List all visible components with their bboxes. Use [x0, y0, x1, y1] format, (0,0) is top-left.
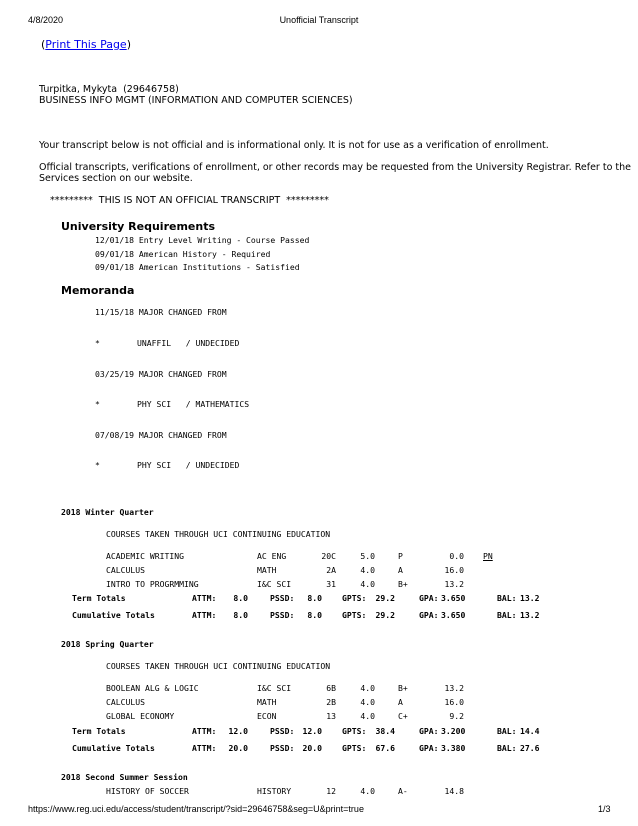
pssd-value: 8.0: [307, 593, 322, 603]
notice-line-2a: Official transcripts, verifications of enrollment, or other records may be requested from the University Registrar. Refer to the: [39, 162, 631, 173]
memo-detail: PHY SCI / UNDECIDED: [137, 460, 240, 470]
gpa-label: GPA:: [419, 726, 439, 736]
gpa-value: 3.650: [441, 593, 466, 603]
attm-value: 8.0: [233, 610, 248, 620]
course-grade: A: [398, 697, 403, 707]
bal-value: 13.2: [520, 593, 540, 603]
course-points: 16.0: [444, 697, 464, 707]
gpa-label: GPA:: [419, 593, 439, 603]
course-number: 13: [326, 711, 336, 721]
print-footer-url: https://www.reg.uci.edu/access/student/transcript/?sid=29646758&seg=U&print=true: [28, 804, 364, 814]
bal-value: 14.4: [520, 726, 540, 736]
course-title: CALCULUS: [106, 565, 145, 575]
print-this-page-link[interactable]: Print This Page: [45, 38, 127, 51]
course-units: 5.0: [360, 551, 375, 561]
pssd-label: PSSD:: [270, 610, 295, 620]
course-number: 2A: [326, 565, 336, 575]
pssd-value: 12.0: [302, 726, 322, 736]
gpa-value: 3.380: [441, 743, 466, 753]
course-dept: I&C SCI: [257, 579, 292, 589]
university-requirements-heading: University Requirements: [61, 220, 216, 233]
gpts-value: 29.2: [375, 593, 395, 603]
course-dept: ECON: [257, 711, 277, 721]
course-grade: A-: [398, 786, 408, 796]
print-link-wrapper: (Print This Page): [41, 38, 131, 51]
course-dept: MATH: [257, 697, 277, 707]
pssd-value: 8.0: [307, 610, 322, 620]
requirement-item: 12/01/18 Entry Level Writing - Course Passed: [95, 235, 310, 245]
term-title: 2018 Spring Quarter: [61, 639, 154, 649]
course-points: 0.0: [449, 551, 464, 561]
gpa-value: 3.200: [441, 726, 466, 736]
bal-value: 13.2: [520, 610, 540, 620]
print-title: Unofficial Transcript: [279, 15, 359, 25]
memo-star: *: [95, 460, 100, 470]
course-number: 2B: [326, 697, 336, 707]
student-major: BUSINESS INFO MGMT (INFORMATION AND COMPUTER SCIENCES): [39, 95, 353, 106]
term-title: 2018 Second Summer Session: [61, 772, 188, 782]
memo-date-line: 11/15/18 MAJOR CHANGED FROM: [95, 307, 227, 317]
unofficial-banner: ********* THIS IS NOT AN OFFICIAL TRANSCRIPT *********: [50, 195, 329, 206]
memo-detail: UNAFFIL / UNDECIDED: [137, 338, 240, 348]
course-title: ACADEMIC WRITING: [106, 551, 184, 561]
gpa-value: 3.650: [441, 610, 466, 620]
course-units: 4.0: [360, 711, 375, 721]
term-title: 2018 Winter Quarter: [61, 507, 154, 517]
memo-date-line: 07/08/19 MAJOR CHANGED FROM: [95, 430, 227, 440]
course-units: 4.0: [360, 697, 375, 707]
attm-value: 20.0: [228, 743, 248, 753]
term-note: COURSES TAKEN THROUGH UCI CONTINUING EDUCATION: [106, 529, 331, 539]
term-totals-label: Term Totals: [72, 726, 126, 736]
gpts-label: GPTS:: [342, 726, 367, 736]
memo-date-line: 03/25/19 MAJOR CHANGED FROM: [95, 369, 227, 379]
course-points: 13.2: [444, 579, 464, 589]
course-dept: MATH: [257, 565, 277, 575]
attm-label: ATTM:: [192, 593, 217, 603]
term-note: COURSES TAKEN THROUGH UCI CONTINUING EDUCATION: [106, 661, 331, 671]
course-dept: HISTORY: [257, 786, 292, 796]
attm-label: ATTM:: [192, 726, 217, 736]
pssd-value: 20.0: [302, 743, 322, 753]
gpts-value: 67.6: [375, 743, 395, 753]
course-dept: AC ENG: [257, 551, 287, 561]
attm-label: ATTM:: [192, 743, 217, 753]
attm-label: ATTM:: [192, 610, 217, 620]
course-grade: C+: [398, 711, 408, 721]
gpa-label: GPA:: [419, 610, 439, 620]
course-points: 14.8: [444, 786, 464, 796]
course-number: 31: [326, 579, 336, 589]
requirement-item: 09/01/18 American Institutions - Satisfied: [95, 262, 300, 272]
memo-star: *: [95, 338, 100, 348]
course-grade: P: [398, 551, 403, 561]
course-units: 4.0: [360, 565, 375, 575]
course-number: 20C: [321, 551, 336, 561]
term-totals-label: Term Totals: [72, 593, 126, 603]
course-flag: PN: [483, 551, 493, 561]
course-units: 4.0: [360, 786, 375, 796]
course-points: 16.0: [444, 565, 464, 575]
bal-label: BAL:: [497, 743, 517, 753]
print-date: 4/8/2020: [28, 15, 64, 25]
course-title: GLOBAL ECONOMY: [106, 711, 175, 721]
course-points: 13.2: [444, 683, 464, 693]
student-name: Turpitka, Mykyta (29646758): [39, 84, 179, 95]
pssd-label: PSSD:: [270, 743, 295, 753]
course-units: 4.0: [360, 579, 375, 589]
course-units: 4.0: [360, 683, 375, 693]
attm-value: 12.0: [228, 726, 248, 736]
memo-star: *: [95, 399, 100, 409]
course-grade: A: [398, 565, 403, 575]
cumulative-totals-label: Cumulative Totals: [72, 610, 155, 620]
gpts-value: 38.4: [375, 726, 395, 736]
bal-value: 27.6: [520, 743, 540, 753]
memo-detail: PHY SCI / MATHEMATICS: [137, 399, 250, 409]
course-title: HISTORY OF SOCCER: [106, 786, 189, 796]
course-title: CALCULUS: [106, 697, 145, 707]
bal-label: BAL:: [497, 726, 517, 736]
course-number: 12: [326, 786, 336, 796]
pssd-label: PSSD:: [270, 593, 295, 603]
notice-line-1: Your transcript below is not official and is informational only. It is not for use as a verification of enrollment.: [39, 140, 549, 151]
memoranda-heading: Memoranda: [61, 284, 135, 297]
course-grade: B+: [398, 683, 408, 693]
course-title: INTRO TO PROGRMMING: [106, 579, 199, 589]
cumulative-totals-label: Cumulative Totals: [72, 743, 155, 753]
course-dept: I&C SCI: [257, 683, 292, 693]
gpts-label: GPTS:: [342, 743, 367, 753]
course-number: 6B: [326, 683, 336, 693]
pssd-label: PSSD:: [270, 726, 295, 736]
gpa-label: GPA:: [419, 743, 439, 753]
attm-value: 8.0: [233, 593, 248, 603]
course-grade: B+: [398, 579, 408, 589]
course-title: BOOLEAN ALG & LOGIC: [106, 683, 199, 693]
gpts-value: 29.2: [375, 610, 395, 620]
bal-label: BAL:: [497, 610, 517, 620]
gpts-label: GPTS:: [342, 610, 367, 620]
notice-line-2b: Services section on our website.: [39, 173, 193, 184]
gpts-label: GPTS:: [342, 593, 367, 603]
course-points: 9.2: [449, 711, 464, 721]
requirement-item: 09/01/18 American History - Required: [95, 249, 271, 259]
print-footer-page: 1/3: [598, 804, 611, 814]
bal-label: BAL:: [497, 593, 517, 603]
